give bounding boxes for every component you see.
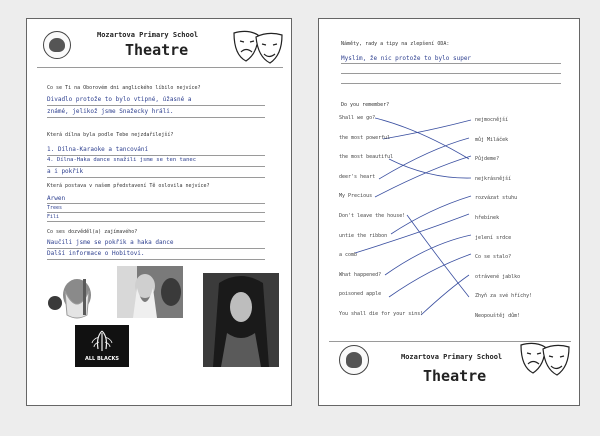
ideas-answer: Myslím, že nic protože to bylo super [341, 55, 472, 62]
answer-2-line-2: 4. Dílna-Haka dance snažili jsme se ten tanec [47, 157, 197, 163]
english-phrase-item: deer's heart [339, 173, 376, 180]
right-worksheet-page [318, 18, 580, 406]
answer-1-line-2: známé, jelikož jsme Snažecky hráli. [47, 108, 174, 115]
question-3: Která postava v našem představení Tě oslovila nejvíce? [47, 183, 210, 189]
czech-phrase-item: otrávené jablko [475, 273, 521, 280]
answer-3-line-1: Arwen [47, 195, 66, 202]
english-phrase-item: Shall we go? [339, 115, 376, 121]
question-1: Co se Ti na Oborovém dni anglického líbilo nejvíce? [47, 85, 201, 91]
czech-phrase-item: jelení srdce [475, 234, 512, 241]
czech-phrase-item: hřebínek [475, 215, 500, 221]
remember-label: Do you remember? [341, 102, 390, 108]
czech-phrase-item: nejkrásnější [475, 175, 512, 182]
theatre-masks-icon [230, 27, 286, 67]
answer-3-line-3: Fili [47, 214, 60, 220]
answer-1-line-1: Divadlo protože to bylo vtipné, úžasné a [47, 96, 192, 103]
page-title: Theatre [423, 367, 487, 385]
answer-2-line-3: a i pokřik [47, 168, 84, 175]
question-2: Která dílna byla podle Tebe nejzdařilejší? [47, 132, 174, 138]
answer-4-line-2: Další informace o Hobitovi. [47, 250, 145, 257]
english-phrase-item: My Precious [339, 193, 373, 200]
english-phrase-item: the most beautiful [339, 154, 394, 161]
english-phrase-item: untie the ribbon [339, 232, 388, 239]
czech-phrase-item: Zhyň za své hříchy! [475, 293, 533, 300]
czech-phrase-item: rozvázat stuhu [475, 195, 518, 202]
page-title: Theatre [125, 41, 189, 59]
school-name: Mozartova Primary School [401, 353, 503, 361]
school-logo-icon [43, 31, 71, 59]
answer-2-line-1: 1. Dílna-Karaoke a tancování [47, 146, 149, 153]
english-phrase-item: Don't leave the house! [339, 213, 406, 219]
english-phrase-item: poisoned apple [339, 291, 382, 298]
gandalf-white-photo [117, 266, 183, 318]
gandalf-grey-photo [43, 273, 103, 319]
czech-phrase-item: nejmocnější [475, 117, 509, 123]
czech-phrase-item: Co se stalo? [475, 254, 512, 261]
all-blacks-text: ALL BLACKS [85, 356, 119, 362]
english-phrase-item: the most powerful [339, 134, 391, 141]
czech-phrase-item: Půjdeme? [475, 156, 500, 163]
english-phrase-item: You shall die for your sins! [339, 311, 424, 317]
theatre-masks-icon [517, 339, 573, 379]
left-worksheet-page [26, 18, 292, 406]
english-phrase-item: What happened? [339, 271, 382, 278]
question-4: Co ses dozvěděl(a) zajímavého? [47, 229, 138, 235]
ideas-label: Náměty, rady a tipy na zlepšení ODA: [341, 41, 450, 47]
czech-phrase-item: Neopouštěj dům! [475, 313, 521, 319]
answer-3-line-2: Trees [47, 205, 63, 211]
czech-phrase-item: můj Miláček [475, 136, 509, 143]
all-blacks-logo [75, 325, 129, 367]
english-phrase-item: a comb [339, 252, 358, 259]
school-name: Mozartova Primary School [97, 31, 199, 39]
school-logo-icon [339, 345, 369, 375]
arwen-photo [203, 273, 279, 367]
answer-4-line-1: Naučili jsme se pokřik a haka dance [47, 239, 174, 246]
